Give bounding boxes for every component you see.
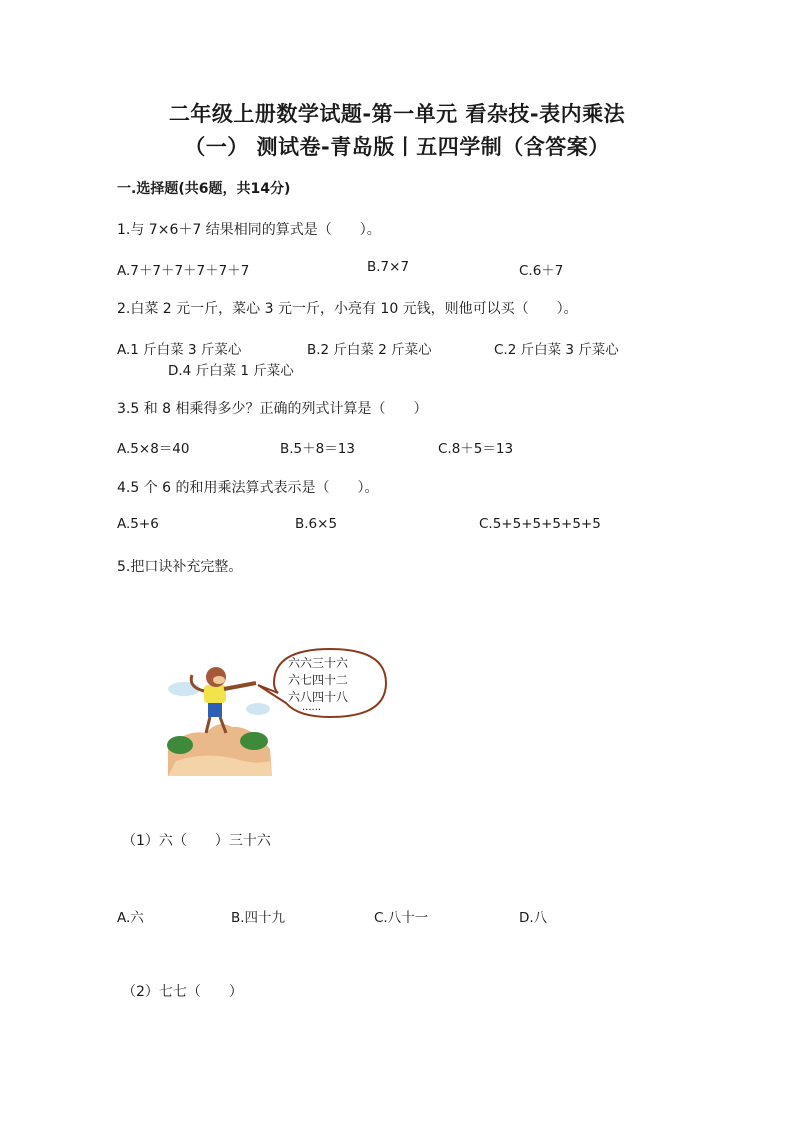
question-4-option-b: B.6×5 — [295, 516, 338, 532]
bush-left — [167, 736, 193, 754]
monkey-shirt — [204, 685, 226, 703]
question-5-text: 5.把口诀补充完整。 — [117, 559, 243, 575]
question-4-option-c: C.5+5+5+5+5+5 — [479, 516, 601, 532]
bubble-line-2: 六七四十二 — [288, 673, 349, 687]
question-2-text: 2.白菜 2 元一斤，菜心 3 元一斤，小亮有 10 元钱，则他可以买（ ）。 — [117, 301, 578, 317]
question-1-option-c: C.6＋7 — [519, 263, 564, 279]
question-3-text: 3.5 和 8 相乘得多少？正确的列式计算是（ ） — [117, 401, 428, 417]
question-1-option-a: A.7＋7＋7＋7＋7＋7 — [117, 263, 250, 279]
question-3-option-a: A.5×8＝40 — [117, 441, 190, 457]
bush-right — [240, 732, 268, 750]
bubble-line-1: 六六三十六 — [288, 656, 349, 670]
cloud-right — [246, 703, 270, 715]
question-3-option-b: B.5＋8＝13 — [280, 441, 355, 457]
question-2-option-d: D.4 斤白菜 1 斤菜心 — [168, 363, 294, 379]
bubble-line-4: ······ — [302, 705, 322, 716]
question-2-option-c: C.2 斤白菜 3 斤菜心 — [494, 342, 619, 358]
subquestion-1-option-b: B.四十九 — [231, 910, 286, 926]
monkey-arm — [224, 683, 256, 689]
question-4-option-a: A.5+6 — [117, 516, 159, 532]
question-2-option-b: B.2 斤白菜 2 斤菜心 — [307, 342, 432, 358]
monkey-pants — [208, 701, 222, 717]
question-2-option-a: A.1 斤白菜 3 斤菜心 — [117, 342, 242, 358]
monkey-face — [213, 676, 225, 684]
subquestion-1-option-d: D.八 — [519, 910, 548, 926]
question-1-option-b: B.7×7 — [367, 259, 410, 275]
section-heading: 一.选择题(共6题，共14分) — [117, 181, 291, 197]
subquestion-1-option-a: A.六 — [117, 910, 144, 926]
monkey-illustration — [166, 641, 396, 781]
page-title-line-1: 二年级上册数学试题-第一单元 看杂技-表内乘法 — [168, 102, 626, 126]
question-3-option-c: C.8＋5＝13 — [438, 441, 514, 457]
question-1-text: 1.与 7×6＋7 结果相同的算式是（ ）。 — [117, 222, 381, 238]
subquestion-1-option-c: C.八十一 — [374, 910, 429, 926]
question-4-text: 4.5 个 6 的和用乘法算式表示是（ ）。 — [117, 480, 379, 496]
page-title-line-2: （一） 测试卷-青岛版丨五四学制（含答案） — [184, 135, 610, 159]
subquestion-2-text: （2）七七（ ） — [122, 984, 243, 1000]
subquestion-1-text: （1）六（ ）三十六 — [122, 833, 271, 849]
bubble-line-3: 六八四十八 — [288, 690, 349, 704]
